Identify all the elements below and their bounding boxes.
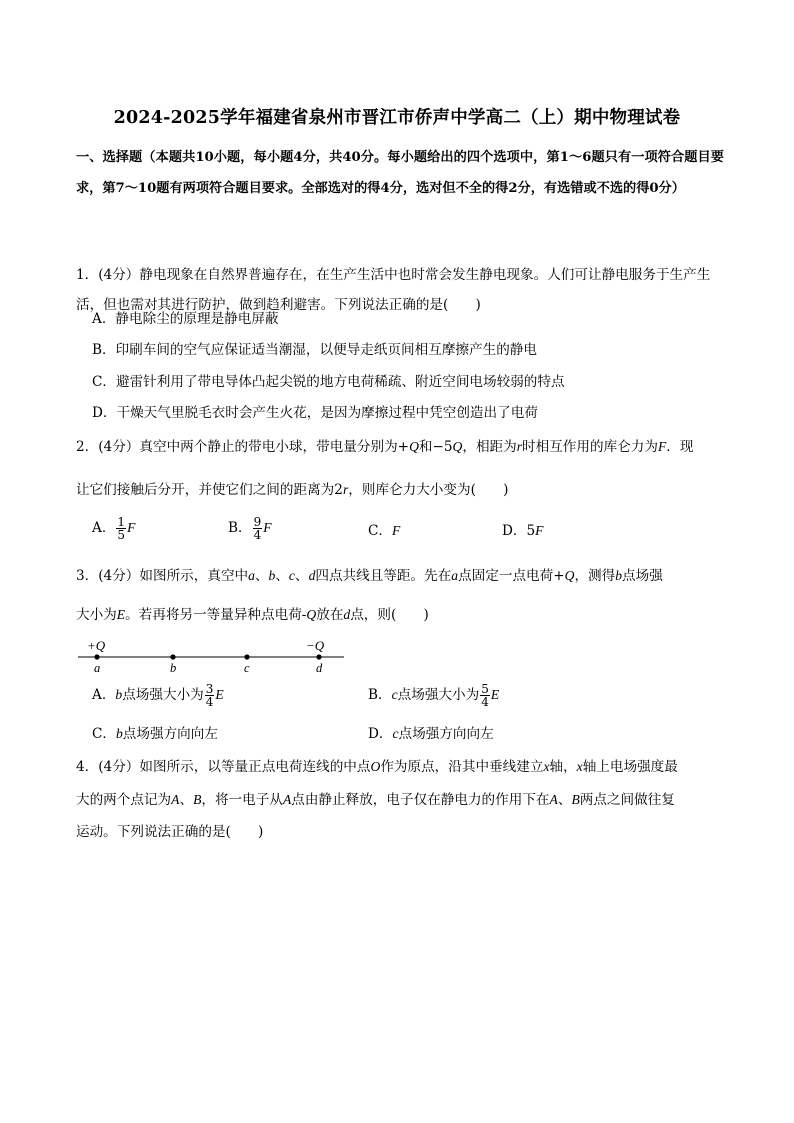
question-1-option-d: D．干燥天气里脱毛衣时会产生火花，是因为摩擦过程中凭空创造出了电荷 [92,405,538,421]
question-3-line-1: 3．(4分）如图所示，真空中a、b、c、d四点共线且等距。先在a点固定一点电荷+Q，测得b点场强 [76,568,663,584]
question-2-option-c: C．F [368,523,401,539]
question-3-option-a: A．b点场强大小为 $\frac{3}{4}$ E [92,682,224,709]
label-c: c [244,661,250,675]
question-4-line-1: 4．(4分）如图所示，以等量正点电荷连线的中点O作为原点，沿其中垂线建立x轴，x轴上电场强度最 [76,759,678,775]
question-1-option-c: C．避雷针利用了带电导体凸起尖锐的地方电荷稀疏、附近空间电场较弱的特点 [92,374,565,390]
point-d-dot [316,654,321,659]
label-minus-q: −Q [306,638,325,653]
exam-title: 2024-2025学年福建省泉州市晋江市侨声中学高二（上）期中物理试卷 [113,108,681,128]
fraction-1-5: $\frac{1}{5}$ [117,515,126,542]
point-b-dot [170,654,175,659]
question-4-line-2: 大的两个点记为A、B，将一电子从A点由静止释放，电子仅在静电力的作用下在A、B两点之间做往复 [76,792,675,808]
label-plus-q: +Q [87,638,106,653]
fraction-3-4: $\frac{3}{4}$ [205,682,214,709]
fraction-9-4: $\frac{9}{4}$ [253,515,262,542]
label-a: a [94,661,101,675]
point-c-dot [244,654,249,659]
label-d: d [316,661,323,675]
question-1-stem: 1．(4分）静电现象在自然界普遍存在，在生产生活中也时常会发生静电现象。人们可让静电服务于生产生活，但也需对其进行防护，做到趋利避害。下列说法正确的是( ) [76,267,711,313]
point-a-dot [94,654,99,659]
charge-line-figure [76,636,356,676]
question-3-option-d: D．c点场强方向向左 [368,726,494,742]
label-b: b [170,661,177,675]
question-3-option-b: B．c点场强大小为 $\frac{5}{4}$ E [368,682,500,709]
question-2-line-2: 让它们接触后分开，并使它们之间的距离为2r，则库仑力大小变为( ) [76,482,509,498]
question-2-option-b: B． $\frac{9}{4}$ F [228,515,272,542]
question-1-option-b: B．印刷车间的空气应保证适当潮湿，以便导走纸页间相互摩擦产生的静电 [92,342,537,358]
question-3-line-2: 大小为E。若再将另一等量异种点电荷-Q放在d点，则( ) [76,607,429,623]
question-1-option-a: A．静电除尘的原理是静电屏蔽 [92,311,279,327]
question-2-option-a: A． $\frac{1}{5}$ F [92,515,136,542]
question-2-option-d: D．5F [502,523,544,539]
question-3-option-c: C．b点场强方向向左 [92,726,218,742]
question-4-line-3: 运动。下列说法正确的是( ) [76,824,264,840]
question-2-line-1: 2．(4分）真空中两个静止的带电小球，带电量分别为+Q和−5Q，相距为r时相互作用的库仑力为F．现 [76,439,694,455]
fraction-5-4: $\frac{5}{4}$ [481,682,489,709]
section-heading: 一、选择题（本题共10小题，每小题4分，共40分。每小题给出的四个选项中，第1～6题只有一项符合题目要求，第7～10题有两项符合题目要求。全部选对的得4分，选对但不全的得2分，有选错或不选的得0分） [76,150,724,196]
